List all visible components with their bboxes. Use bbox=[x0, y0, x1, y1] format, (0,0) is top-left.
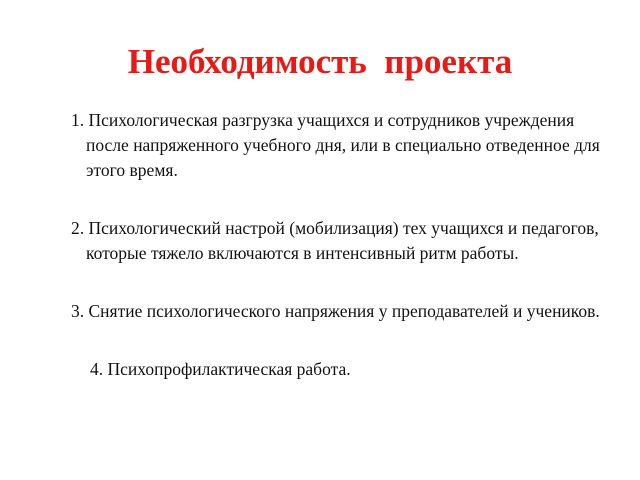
list-item-text: Психологическая разгрузка учащихся и сотрудников учреждения после напряженного учебного дня, или в специально отведенное для этого время. bbox=[86, 110, 600, 180]
list-item-1 bbox=[71, 108, 606, 183]
list-item-number: 1. bbox=[71, 110, 89, 130]
list-item-2 bbox=[71, 216, 606, 266]
needs-list bbox=[71, 108, 606, 382]
list-item-4 bbox=[71, 357, 606, 382]
list-item-3 bbox=[71, 299, 606, 324]
list-item-text: Психопрофилактическая работа. bbox=[107, 359, 351, 379]
slide-title: Необходимость проекта bbox=[127, 42, 513, 81]
list-item-text: Психологический настрой (мобилизация) тех учащихся и педагогов, которые тяжело включаются в интенсивный ритм работы. bbox=[86, 218, 599, 263]
list-item-number: 3. bbox=[71, 301, 89, 321]
list-item-number: 4. bbox=[90, 359, 108, 379]
list-item-text: Снятие психологического напряжения у преподавателей и учеников. bbox=[88, 301, 600, 321]
list-item-number: 2. bbox=[71, 218, 89, 238]
